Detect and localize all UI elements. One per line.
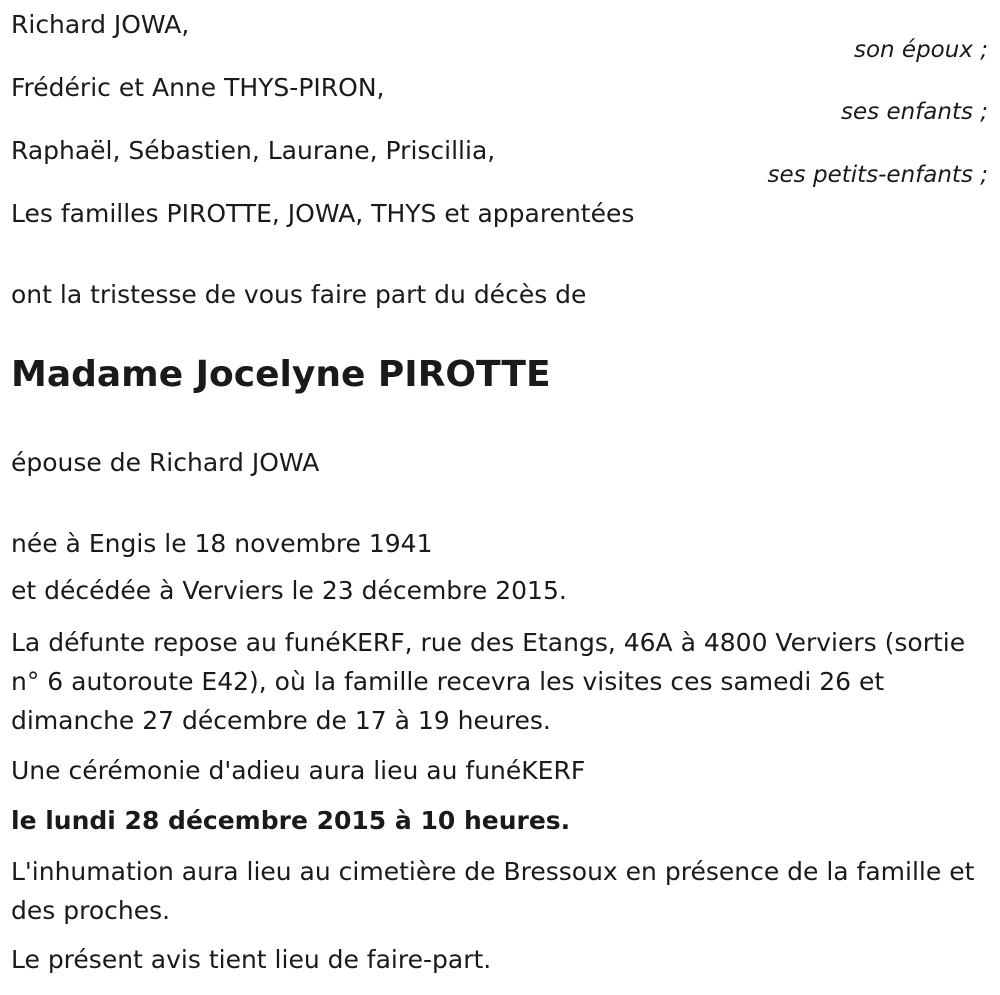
spouse-line: épouse de Richard JOWA <box>11 448 320 477</box>
ceremony-date: le lundi 28 décembre 2015 à 10 heures. <box>11 806 571 835</box>
family-member-spouse: Richard JOWA, <box>11 10 190 39</box>
announcement-intro: ont la tristesse de vous faire part du décès de <box>11 280 587 309</box>
family-member-children: Frédéric et Anne THYS-PIRON, <box>11 73 385 102</box>
closing-line: Le présent avis tient lieu de faire-part. <box>11 945 492 974</box>
ceremony-line: Une cérémonie d'adieu aura lieu au funéKERF <box>11 756 586 785</box>
deceased-name: Madame Jocelyne PIROTTE <box>11 354 551 395</box>
birth-line: née à Engis le 18 novembre 1941 <box>11 529 433 558</box>
family-member-relatives: Les familles PIROTTE, JOWA, THYS et apparentées <box>11 199 635 228</box>
burial-paragraph: L'inhumation aura lieu au cimetière de Bressoux en présence de la famille et des proches. <box>11 857 975 925</box>
family-member-grandchildren: Raphaël, Sébastien, Laurane, Priscillia, <box>11 136 496 165</box>
visitation-paragraph: La défunte repose au funéKERF, rue des Etangs, 46A à 4800 Verviers (sortie n° 6 autoroute E42), où la famille recevra les visites ces samedi 26 et dimanche 27 décembre de 17 à 19 heures. <box>11 628 966 735</box>
role-children: ses enfants ; <box>841 99 988 125</box>
death-line: et décédée à Verviers le 23 décembre 2015. <box>11 576 567 605</box>
role-grandchildren: ses petits-enfants ; <box>767 162 988 188</box>
role-spouse: son époux ; <box>853 37 988 63</box>
